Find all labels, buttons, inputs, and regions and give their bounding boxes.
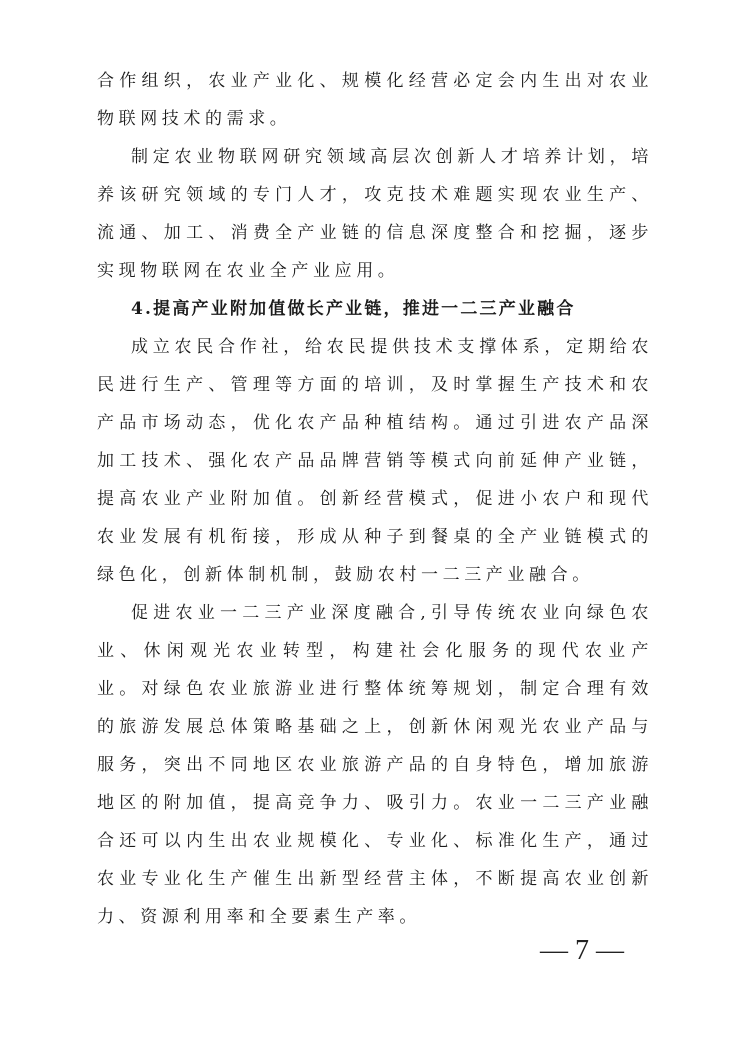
paragraph-cooperatives: 成立农民合作社，给农民提供技术支撑体系，定期给农民进行生产、管理等方面的培训，及时掌握生产技术和农产品市场动态，优化农产品种植结构。通过引进农产品深加工技术、强化农产品品牌营销等模式向前延伸产业链，提高农业产业附加值。创新经营模式，促进小农户和现代农业发展有机衔接，形成从种子到餐桌的全产业链模式的绿色化，创新体制机制，鼓励农村一二三产业融合。 (97, 337, 653, 585)
paragraph-industry-fusion: 促进农业一二三产业深度融合,引导传统农业向绿色农业、休闲观光农业转型，构建社会化服务的现代农业产业。对绿色农业旅游业进行整体统筹规划，制定合理有效的旅游发展总体策略基础之上，创新休闲观光农业产品与服务，突出不同地区农业旅游产品的自身特色，增加旅游地区的附加值，提高竞争力、吸引力。农业一二三产业融合还可以内生出农业规模化、专业化、标准化生产，通过农业专业化生产催生出新型经营主体，不断提高农业创新力、资源利用率和全要素生产率。 (97, 603, 653, 927)
document-body (97, 62, 653, 936)
paragraph-talent-plan: 制定农业物联网研究领域高层次创新人才培养计划，培养该研究领域的专门人才，攻克技术难题实现农业生产、流通、加工、消费全产业链的信息深度整合和挖掘，逐步实现物联网在农业全产业应用。 (97, 147, 653, 281)
page-number: — 7 — (540, 935, 624, 966)
paragraph-continuation: 合作组织，农业产业化、规模化经营必定会内生出对农业物联网技术的需求。 (97, 71, 653, 129)
section-heading: 4.提高产业附加值做长产业链，推进一二三产业融合 (131, 299, 576, 319)
